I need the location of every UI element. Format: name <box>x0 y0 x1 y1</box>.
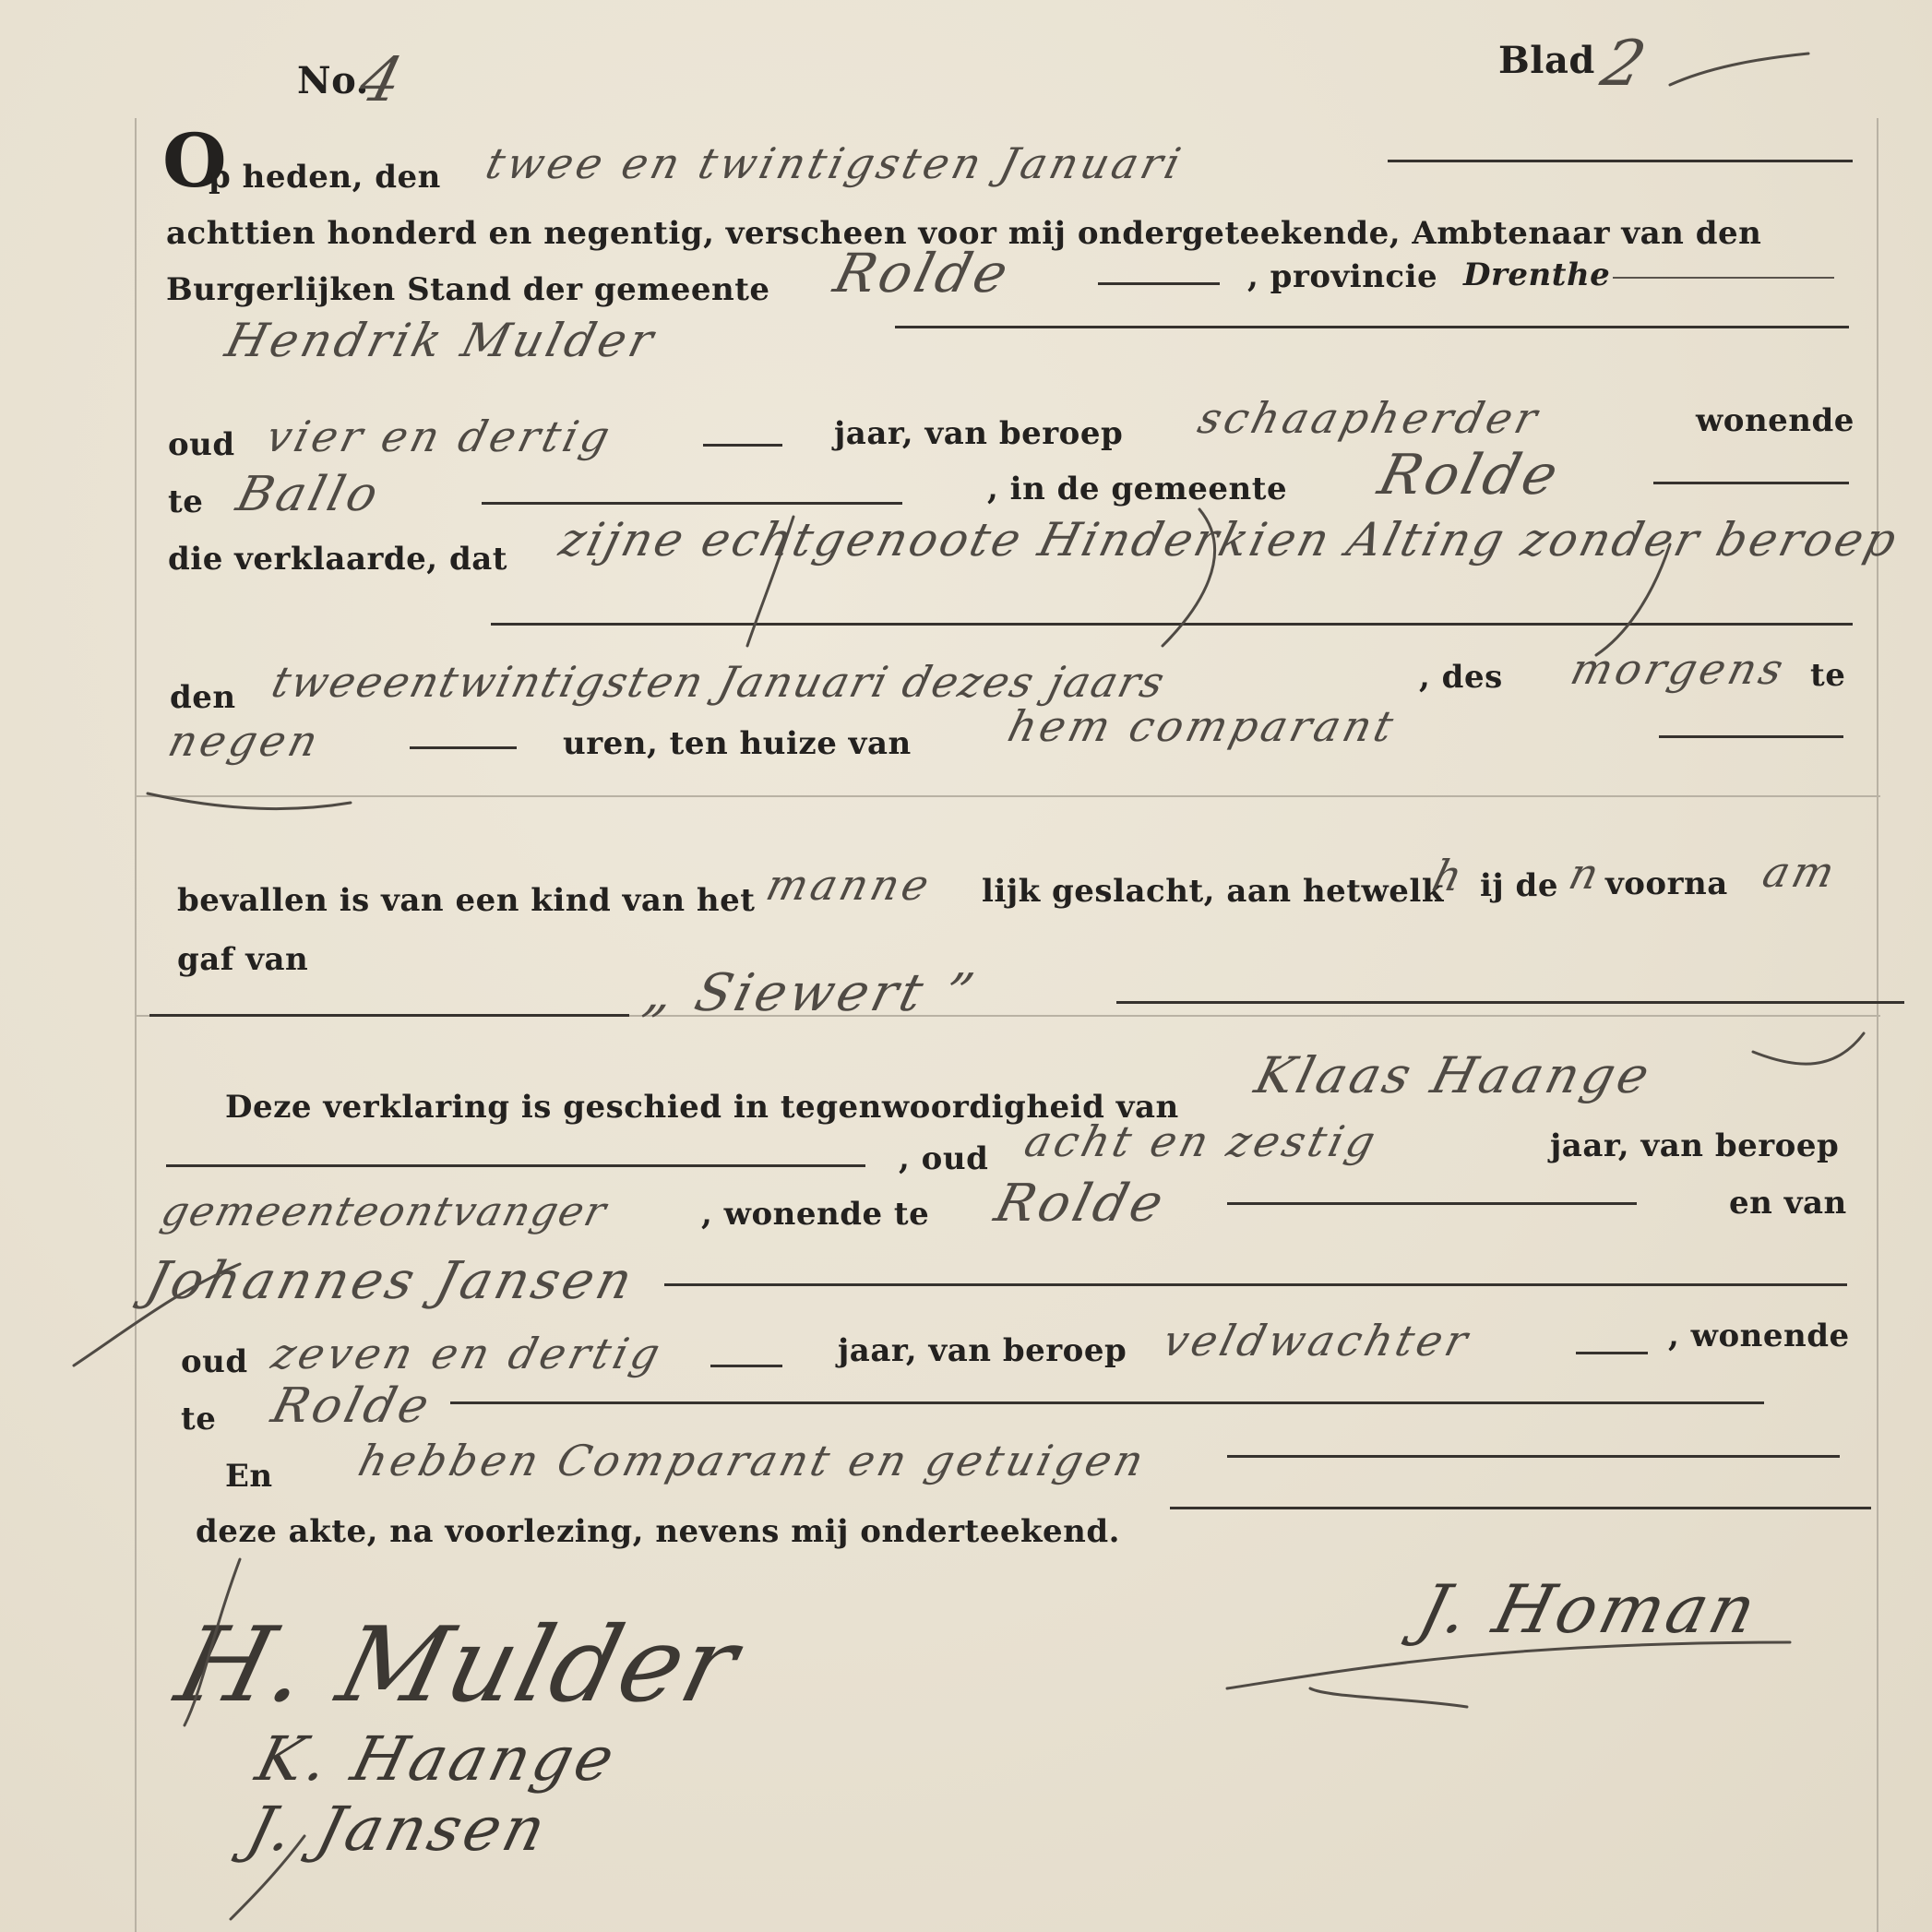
oud-label: , oud <box>899 1140 989 1177</box>
gemeente-label: , in de gemeente <box>987 471 1288 507</box>
te-label: te <box>181 1401 217 1437</box>
handwritten-witness1: Klaas Haange <box>1249 1046 1659 1104</box>
handwritten-hour: negen <box>163 716 327 766</box>
line-text: p heden, den <box>209 159 441 196</box>
line-text: gaf van <box>177 941 309 978</box>
fill-rule <box>1613 277 1834 279</box>
fill-rule <box>491 623 1853 626</box>
signature-witness1: K. Haange <box>249 1723 625 1795</box>
line-text: ij de <box>1480 867 1558 904</box>
handwritten-witness2: Johannes Jansen <box>139 1251 642 1311</box>
line-text: lijk geslacht, aan hetwelk <box>982 873 1444 910</box>
provincie-value: Drenthe <box>1463 256 1611 293</box>
fill-rule <box>166 1164 865 1167</box>
wonende-label: , wonende te <box>701 1196 930 1233</box>
jaar-label: jaar, van beroep <box>838 1332 1127 1369</box>
fill-rule <box>149 1014 629 1017</box>
den-label: den <box>170 679 236 716</box>
handwritten-residence: Ballo <box>231 467 388 522</box>
handwritten-sex: manne <box>761 860 938 910</box>
page-value: 2 <box>1594 28 1657 101</box>
signature-official: J. Homan <box>1411 1570 1768 1648</box>
handwritten-residence: Rolde <box>988 1174 1173 1234</box>
handwritten-pronoun: h <box>1427 851 1472 900</box>
line-text: die verklaarde, dat <box>168 541 507 578</box>
handwritten-declarant: Hendrik Mulder <box>220 314 662 367</box>
fill-rule <box>482 502 902 505</box>
fill-rule <box>1098 282 1220 285</box>
fill-rule <box>664 1283 1847 1286</box>
handwritten-occupation: gemeenteontvanger <box>156 1188 613 1235</box>
handwritten-closing: hebben Comparant en getuigen <box>353 1436 1152 1485</box>
wonende-label: , wonende <box>1668 1318 1850 1354</box>
handwritten-suffix: am <box>1758 847 1843 897</box>
handwritten-daypart: morgens <box>1566 644 1792 694</box>
fill-rule <box>1227 1455 1840 1458</box>
voorna-label: voorna <box>1605 865 1728 902</box>
fill-rule <box>710 1365 782 1367</box>
page-label: Blad <box>1498 39 1595 82</box>
fill-rule <box>895 326 1849 328</box>
fill-rule <box>1576 1352 1648 1354</box>
en-van-label: en van <box>1729 1185 1847 1222</box>
decorated-initial: O <box>162 117 228 204</box>
fill-rule <box>1227 1202 1637 1205</box>
line-text: Deze verklaring is geschied in tegenwoordigheid van <box>225 1089 1179 1126</box>
te-label: te <box>1810 657 1846 694</box>
handwritten-letter: n <box>1564 849 1608 899</box>
handwritten-occupation: schaapherder <box>1193 393 1546 443</box>
oud-label: oud <box>168 426 235 463</box>
fill-rule <box>450 1401 1764 1404</box>
line-text: achttien honderd en negentig, verscheen voor mij ondergeteekende, Ambtenaar van den <box>166 215 1762 252</box>
handwritten-residence: Rolde <box>266 1378 438 1434</box>
handwritten-place: hem comparant <box>1003 701 1402 751</box>
handwritten-mother: zijne echtgenoote Hinderkien Alting zonder beroep <box>554 513 1905 566</box>
jaar-label: jaar, van beroep <box>834 415 1124 452</box>
provincie-label: , provincie <box>1247 258 1438 295</box>
handwritten-age: vier en dertig <box>261 411 619 461</box>
handwritten-age: acht en zestig <box>1020 1116 1384 1166</box>
fill-rule <box>1170 1507 1871 1509</box>
frame-left-rule <box>135 118 137 1932</box>
frame-right-rule <box>1877 118 1878 1932</box>
signature-witness2: J. Jansen <box>240 1794 556 1865</box>
fill-rule <box>1388 160 1853 162</box>
jaar-label: jaar, van beroep <box>1550 1127 1840 1164</box>
line-text: deze akte, na voorlezing, nevens mij onderteekend. <box>196 1513 1121 1550</box>
fill-rule <box>1659 735 1843 738</box>
handwritten-gemeente: Rolde <box>1372 443 1568 507</box>
des-label: , des <box>1419 659 1503 696</box>
section-rule <box>137 795 1880 797</box>
number-value: 4 <box>352 44 413 115</box>
number-label: No. <box>297 59 369 102</box>
wonende-label: wonende <box>1696 402 1854 439</box>
fill-rule <box>703 444 782 447</box>
oud-label: oud <box>181 1343 248 1380</box>
te-label: te <box>168 483 204 520</box>
fill-rule <box>410 746 517 749</box>
handwritten-child-name: „ Siewert ” <box>638 963 984 1023</box>
handwritten-date: twee en twintigsten Januari <box>481 138 1189 188</box>
handwritten-birthdate: tweeentwintigsten Januari dezes jaars <box>267 657 1172 707</box>
fill-rule <box>1653 482 1849 484</box>
line-text: Burgerlijken Stand der gemeente <box>166 271 770 308</box>
handwritten-age: zeven en dertig <box>267 1329 669 1378</box>
handwritten-occupation: veldwachter <box>1158 1316 1476 1366</box>
signature-declarant: H. Mulder <box>165 1605 751 1725</box>
en-label: En <box>225 1458 273 1495</box>
uren-label: uren, ten huize van <box>563 725 912 762</box>
line-text: bevallen is van een kind van het <box>177 882 756 919</box>
fill-rule <box>1116 1001 1904 1004</box>
handwritten-gemeente: Rolde <box>828 242 1019 304</box>
